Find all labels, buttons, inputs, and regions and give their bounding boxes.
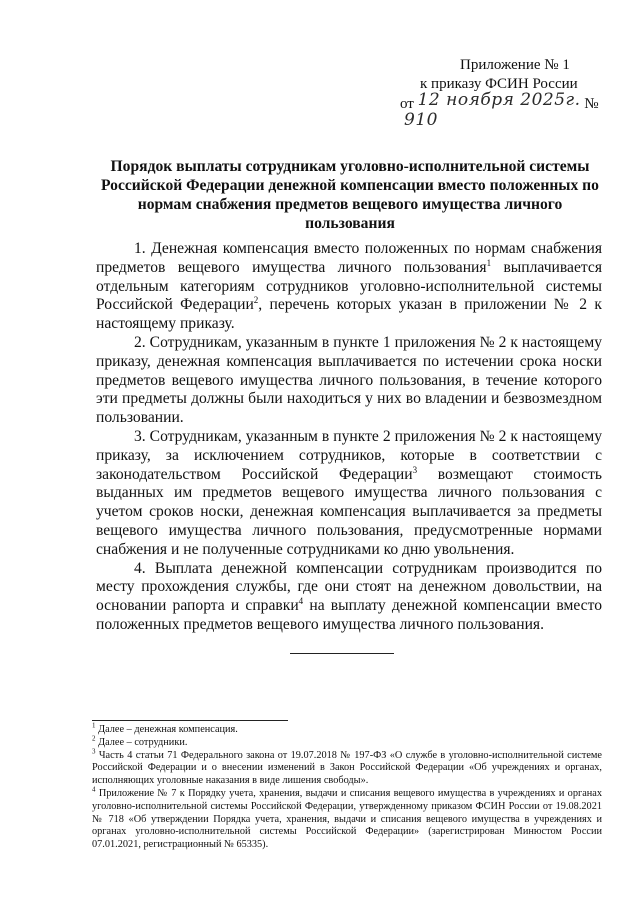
number-prefix: № [584, 96, 599, 112]
paragraph-4 [96, 560, 602, 635]
paragraph-1-text-b: выплачивается отдельным категориям сотрудников уголовно-исполнительной системы Российской Федерации [96, 258, 602, 314]
paragraph-3 [96, 428, 602, 560]
footnote-ref-1: 1 [486, 257, 492, 268]
paragraph-4-text-a: 4. Выплата денежной компенсации сотрудникам производится по месту прохождения службы, где они стоят на денежном довольствии, на основании рапорта и справки [96, 559, 602, 615]
footnote-mark-1: 1 [92, 721, 96, 730]
paragraph-4-text-b: на выплату денежной компенсации вместо положенных предметов вещевого имущества личного пользования. [96, 597, 603, 633]
footnote-mark-2: 2 [92, 734, 96, 743]
footnote-4-text: Приложение № 7 к Порядку учета, хранения, выдачи и списания вещевого имущества в учреждениях и органах уголовно-исполнительной системы Российской Федерации, утвержденному приказом ФСИН России от 19.08.2021 № 718 «Об утверждении Порядка учета, хранения, выдачи и списания вещевого имущества в учреждениях и органах уголовно-исполнительной системы Российской Федерации» (зарегистрирован Минюстом России 07.01.2021, регистрационный № 65335). [92, 787, 602, 851]
footnote-2-text: Далее – сотрудники. [95, 736, 188, 748]
paragraph-3-text-b: возмещают стоимость выданных им предметов вещевого имущества личного пользования с учетом сроков носки, денежная компенсация выплачивается за предметы вещевого имущества личного пользования, предусмотренные нормами снабжения и не полученные сотрудниками ко дню увольнения. [96, 465, 602, 558]
footnote-mark-4: 4 [92, 785, 96, 794]
footnote-1 [92, 721, 602, 737]
order-reference: к приказу ФСИН России [420, 76, 578, 92]
document-title: Порядок выплаты сотрудникам уголовно-исполнительной системы Российской Федерации денежной компенсации вместо положенных по нормам снабжения предметов вещевого имущества личного пользования [101, 158, 599, 232]
paragraph-1-text-a: 1. Денежная компенсация вместо положенных по нормам снабжения предметов вещевого имущества личного пользования [96, 240, 602, 276]
footnote-ref-2: 2 [253, 295, 259, 306]
footnotes [92, 721, 602, 852]
paragraph-1 [96, 240, 602, 334]
paragraph-1-text-c: , перечень которых указан в приложении № 2 к настоящему приказу. [96, 296, 602, 333]
date-prefix: от [400, 96, 414, 112]
order-date-line [400, 90, 600, 134]
footnote-1-text: Далее – денежная компенсация. [95, 724, 238, 735]
appendix-label: Приложение № 1 [460, 57, 570, 73]
footnote-divider [92, 720, 288, 721]
paragraph-2: 2. Сотрудникам, указанным в пункте 1 приложения № 2 к настоящему приказу, денежная компенсация выплачивается по истечении срока носки предметов вещевого имущества личного пользования, в течение которого эти предметы должны были находиться у них во владении и безвозмездном пользовании. [96, 333, 602, 427]
footnote-4 [92, 785, 602, 852]
footnote-3 [92, 747, 602, 788]
handwritten-date: 12 ноября 2025г. [417, 90, 581, 110]
end-divider [290, 653, 394, 654]
footnote-3-text: Часть 4 статьи 71 Федерального закона от 19.07.2018 № 197-ФЗ «О службе в уголовно-исполнительной системе Российской Федерации и о внесении изменений в Закон Российской Федерации «Об учреждениях и органах, исполняющих уголовные наказания в виде лишения свободы». [92, 749, 602, 787]
paragraph-3-text-a: 3. Сотрудникам, указанным в пункте 2 приложения № 2 к настоящему приказу, за исключением сотрудников, которые в соответствии с законодательством Российской Федерации [96, 427, 602, 483]
footnote-ref-3: 3 [412, 464, 418, 475]
handwritten-number: 910 [404, 110, 438, 130]
appendix-header [400, 56, 600, 134]
footnote-mark-3: 3 [92, 747, 96, 756]
footnote-2 [92, 734, 602, 750]
document-body [96, 240, 602, 635]
footnote-ref-4: 4 [298, 595, 304, 606]
